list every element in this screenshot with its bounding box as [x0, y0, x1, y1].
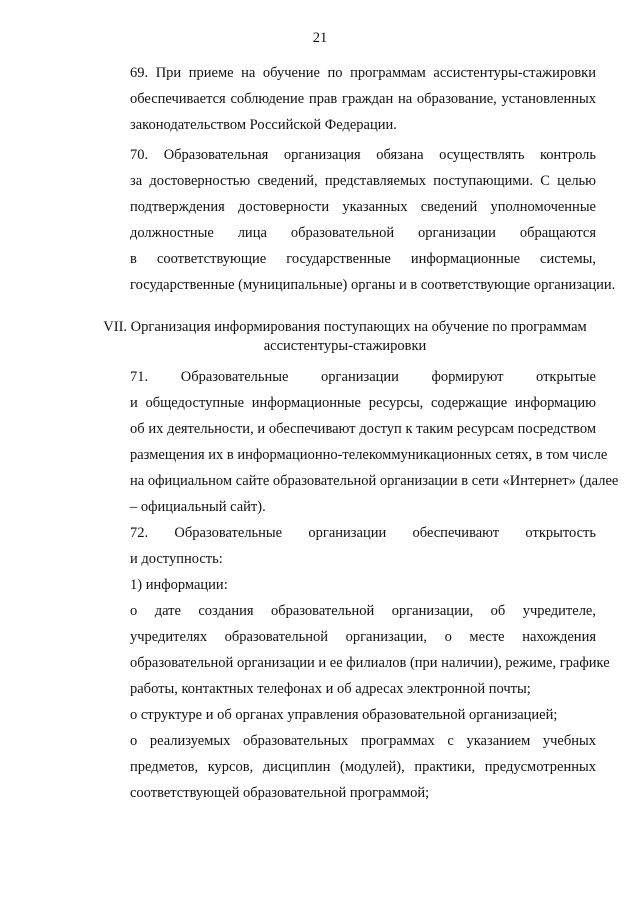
paragraph-70-line-2: за достоверностью сведений, представляемых поступающими. С целью [130, 173, 596, 189]
paragraph-70-line-5: в соответствующие государственные информационные системы, [130, 251, 596, 267]
section-heading-vii [94, 318, 596, 356]
subitem-founding-line-2: учредителях образовательной организации, о месте нахождения [130, 629, 596, 645]
subitem-programs-line-3: соответствующей образовательной программой; [130, 785, 430, 801]
paragraph-72 [94, 520, 596, 572]
paragraph-72-line-1: 72. Образовательные организации обеспечивают открытость [130, 525, 596, 541]
paragraph-69-line-2: обеспечивается соблюдение прав граждан на образование, установленных [130, 91, 596, 107]
subitem-founding-line-4: работы, контактных телефонах и об адресах электронной почты; [130, 681, 531, 697]
paragraph-71-line-2: и общедоступные информационные ресурсы, содержащие информацию [130, 395, 596, 411]
page-number: 21 [312, 30, 328, 46]
subitem-founding-line-1: о дате создания образовательной организации, об учредителе, [130, 603, 596, 619]
paragraph-71-line-5: на официальном сайте образовательной организации в сети «Интернет» (далее [130, 473, 619, 489]
paragraph-71-line-6: – официальный сайт). [130, 499, 266, 515]
section-heading-line-2: ассистентуры-стажировки [263, 338, 427, 354]
subitem-structure [94, 702, 596, 728]
paragraph-70-line-4: должностные лица образовательной организации обращаются [130, 225, 596, 241]
subitem-programs-line-1: о реализуемых образовательных программах с указанием учебных [130, 733, 596, 749]
paragraph-71-line-4: размещения их в информационно-телекоммуникационных сетях, в том числе [130, 447, 608, 463]
paragraph-72-line-2: и доступность: [130, 551, 223, 567]
paragraph-69-line-3: законодательством Российской Федерации. [130, 117, 397, 133]
paragraph-69-line-1: 69. При приеме на обучение по программам ассистентуры-стажировки [130, 65, 596, 81]
section-heading-line-1: VII. Организация информирования поступающих на обучение по программам [103, 319, 587, 335]
paragraph-71 [94, 364, 619, 520]
subitem-founding-info [94, 598, 610, 702]
subitem-structure-line: о структуре и об органах управления образовательной организацией; [130, 707, 558, 723]
paragraph-69 [94, 60, 596, 138]
item-1 [94, 572, 596, 598]
item-1-line: 1) информации: [130, 577, 228, 593]
paragraph-70-line-1: 70. Образовательная организация обязана осуществлять контроль [130, 147, 596, 163]
paragraph-70 [94, 142, 616, 298]
subitem-programs-line-2: предметов, курсов, дисциплин (модулей), практики, предусмотренных [130, 759, 596, 775]
paragraph-71-line-3: об их деятельности, и обеспечивают доступ к таким ресурсам посредством [130, 421, 596, 437]
paragraph-70-line-6: государственные (муниципальные) органы и в соответствующие организации. [130, 277, 616, 293]
subitem-programs [94, 728, 596, 806]
subitem-founding-line-3: образовательной организации и ее филиалов (при наличии), режиме, графике [130, 655, 610, 671]
paragraph-70-line-3: подтверждения достоверности указанных сведений уполномоченные [130, 199, 596, 215]
paragraph-71-line-1: 71. Образовательные организации формируют открытые [130, 369, 596, 385]
